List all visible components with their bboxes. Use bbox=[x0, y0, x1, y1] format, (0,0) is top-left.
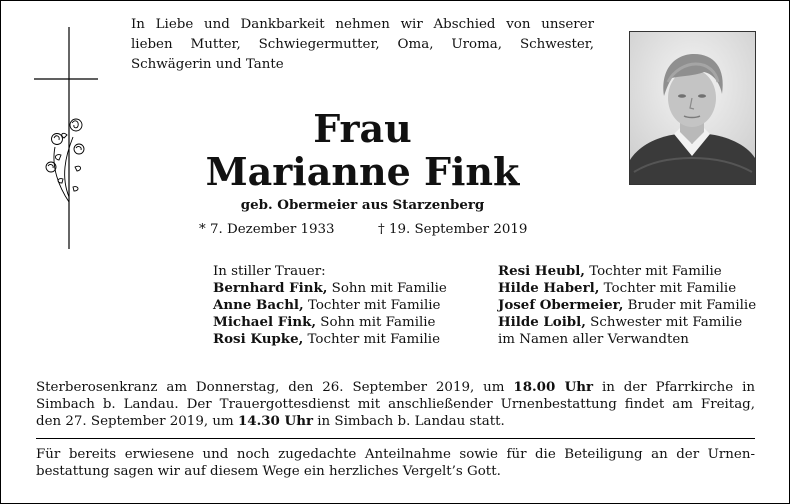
maiden-name: geb. Obermeier aus Starzenberg bbox=[240, 197, 485, 213]
intro-line: lieben Mutter, Schwiegermutter, Oma, Uroma, Schwester, bbox=[131, 37, 594, 52]
service-info bbox=[36, 379, 755, 430]
list-item: Hilde Loibl, Schwester mit Familie bbox=[498, 314, 743, 330]
divider bbox=[36, 438, 755, 439]
mourners-list-left bbox=[213, 263, 473, 348]
intro-line: In Liebe und Dankbarkeit nehmen wir Abschied von unserer bbox=[131, 17, 594, 32]
birth-date: * 7. Dezember 1933 bbox=[199, 222, 335, 237]
list-item: Hilde Haberl, Tochter mit Familie bbox=[498, 280, 737, 296]
honorific: Frau bbox=[313, 106, 412, 151]
thanks-text bbox=[36, 446, 755, 480]
death-date: † 19. September 2019 bbox=[378, 222, 528, 237]
deceased-name: Marianne Fink bbox=[205, 149, 520, 194]
mourners-list-right bbox=[498, 263, 768, 348]
relatives-closing: im Namen aller Verwandten bbox=[498, 332, 689, 347]
list-item: Josef Obermeier, Bruder mit Familie bbox=[498, 297, 757, 313]
cross-with-roses-icon bbox=[31, 27, 101, 249]
intro-text bbox=[131, 15, 594, 75]
list-item: Michael Fink, Sohn mit Familie bbox=[213, 314, 436, 330]
thanks-line: Für bereits erwiesene und noch zugedachte Anteilnahme sowie für die Beteiligung an der Urnen- bbox=[36, 447, 755, 462]
portrait-photo bbox=[629, 31, 756, 185]
service-line: Simbach b. Landau. Der Trauergottesdienst mit anschließender Urnenbestattung findet am Freitag, bbox=[36, 397, 755, 412]
service-line: Sterberosenkranz am Donnerstag, den 26. September 2019, um 18.00 Uhr in der Pfarrkirche in bbox=[36, 379, 755, 395]
service-line: den 27. September 2019, um 14.30 Uhr in Simbach b. Landau statt. bbox=[36, 413, 505, 429]
portrait-icon bbox=[630, 32, 755, 184]
list-item: Resi Heubl, Tochter mit Familie bbox=[498, 263, 722, 279]
thanks-line: bestattung sagen wir auf diesem Wege ein herzliches Vergelt’s Gott. bbox=[36, 464, 501, 479]
intro-line: Schwägerin und Tante bbox=[131, 57, 284, 72]
mourners-heading: In stiller Trauer: bbox=[213, 264, 326, 279]
list-item: Anne Bachl, Tochter mit Familie bbox=[213, 297, 441, 313]
list-item: Bernhard Fink, Sohn mit Familie bbox=[213, 280, 447, 296]
list-item: Rosi Kupke, Tochter mit Familie bbox=[213, 331, 440, 347]
